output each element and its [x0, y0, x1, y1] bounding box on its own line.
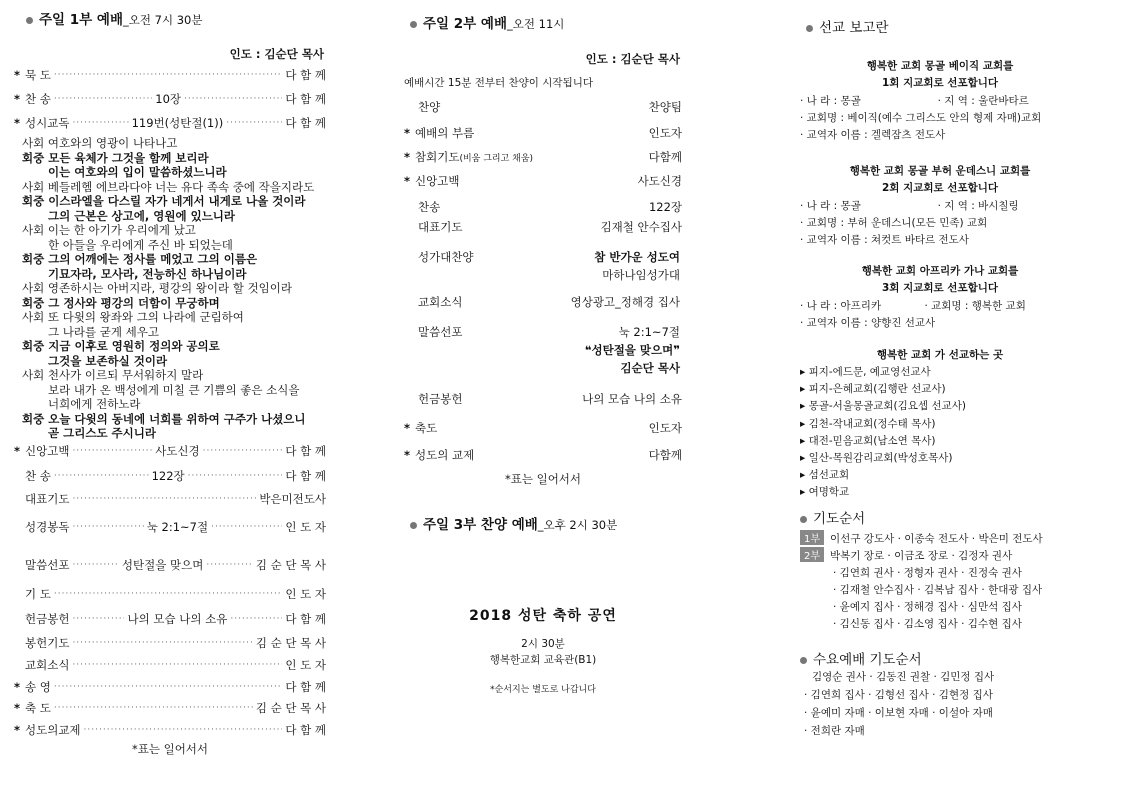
order-label: 대표기도	[418, 220, 463, 234]
arrow-icon: ▸	[800, 417, 809, 430]
news-label: 교회소식	[418, 295, 463, 309]
mission-line: · 교역자 이름 : 쳐컷트 바타르 전도사	[800, 234, 969, 246]
order-row	[404, 419, 682, 437]
mission-head: 행복한 교회 몽골 베이직 교회를	[866, 60, 1014, 72]
bullet-icon	[800, 657, 807, 664]
prayer-title	[800, 507, 865, 527]
mission-head: 행복한 교회 아프리카 가나 교회를	[861, 265, 1019, 277]
litany-line: 회중 모든 육체가 그것을 함께 보리라	[22, 150, 209, 165]
stand-mark: *	[14, 444, 21, 458]
support-name: 피지-은혜교회(김행란 선교사)	[808, 383, 946, 396]
litany-line: 회중 그 정사와 평강의 더함이 무궁하며	[22, 295, 220, 310]
mission-line: · 교회명 : 베이직(예수 그리스도 안의 형제 자매)교회	[800, 112, 1042, 124]
order-row	[14, 442, 326, 460]
support-item	[800, 381, 946, 396]
litany-line: 한 아들을 우리에게 주신 바 되었는데	[48, 237, 233, 252]
order-label-wrap	[404, 447, 474, 463]
order-label: 신앙고백	[415, 174, 460, 188]
litany-line: 사회 베들레헴 에브라다야 너는 유다 족속 중에 작을지라도	[22, 179, 315, 194]
leader-dots	[203, 446, 283, 456]
order-resp: 박은미전도사	[259, 492, 326, 506]
wednesday-title-text: 수요예배 기도순서	[813, 652, 922, 668]
order-row	[14, 634, 326, 652]
litany-line: 사회 이는 한 아기가 우리에게 났고	[22, 223, 196, 237]
litany-line: 이는 여호와의 입이 말씀하셨느니라	[48, 165, 227, 179]
support-head: 행복한 교회 가 선교하는 곳	[876, 349, 1004, 361]
prayer-names: · 김신동 집사 · 김소영 집사 · 김수현 집사	[833, 618, 1022, 630]
order-resp: 인 도 자	[285, 658, 326, 672]
missions-title-text: 선교 보고란	[819, 20, 889, 36]
order-row	[404, 148, 682, 166]
litany-line: 그것을 보존하실 것이라	[48, 353, 168, 368]
order-value: 성탄절을 맞으며	[121, 558, 204, 572]
leader-dots	[54, 70, 282, 80]
order-label: 성도의교제	[25, 723, 81, 737]
support-name: 일산-목원감리교회(박성호목사)	[808, 452, 953, 464]
order-label: 축도	[415, 421, 438, 435]
mission-line: · 나 라 : 몽골 · 지 역 : 바시칠링	[800, 200, 1019, 212]
litany-line: 그의 근본은 상고에, 영원에 있느니라	[48, 208, 236, 223]
order-label: 교회소식	[25, 658, 70, 672]
litany-line: 회중 오늘 다윗의 동네에 너희를 위하여 구주가 나셨으니	[22, 411, 306, 426]
order-row	[404, 98, 682, 116]
support-name: 대전-믿음교회(남소연 목사)	[808, 434, 936, 447]
order-resp: 다 함 께	[285, 469, 327, 483]
mission-line: · 교역자 이름 : 양향진 선교사	[800, 317, 936, 329]
order-value: 눅 2:1~7절	[146, 520, 209, 534]
leader-dots	[72, 638, 252, 648]
leader-dots	[54, 471, 149, 481]
order-label: 참회기도	[415, 150, 460, 164]
order-label: 묵 도	[25, 68, 51, 82]
support-name: 김천-작내교회(정수태 목사)	[808, 417, 936, 430]
service2-footnote: *표는 일어서서	[504, 472, 582, 486]
stand-mark: *	[404, 150, 411, 164]
mission-line: · 교회명 : 부허 운데스니(모든 민족) 교회	[800, 217, 988, 229]
service2-note: 예배시간 15분 전부터 찬양이 시작됩니다	[404, 77, 593, 89]
leader-dots	[54, 589, 282, 599]
support-item	[800, 398, 966, 413]
order-row	[14, 518, 326, 536]
support-name: 피지-에드문, 예교영선교사	[808, 366, 931, 378]
wednesday-names: · 윤예미 자매 · 이보현 자매 · 이설아 자매	[804, 707, 993, 719]
order-resp: 나의 모습 나의 소유	[582, 392, 682, 406]
order-label-note: (비움 그리고 채움)	[459, 154, 534, 164]
support-item	[800, 364, 931, 379]
wednesday-names: · 전희란 자매	[804, 725, 865, 737]
leader-dots	[72, 560, 118, 570]
support-item	[800, 467, 849, 482]
order-value: 사도신경	[155, 444, 200, 458]
bullet-icon	[410, 522, 417, 529]
bullet-icon	[806, 25, 813, 32]
leader-dots	[72, 494, 256, 504]
mission-subhead: 3회 지교회로 선포합니다	[881, 282, 999, 294]
leader-dots	[226, 118, 282, 128]
service1-title	[26, 8, 202, 28]
wednesday-title	[800, 648, 922, 668]
order-row	[404, 172, 682, 190]
choir-label: 성가대찬양	[418, 250, 474, 264]
order-resp: 122장	[648, 200, 682, 214]
order-label-wrap	[404, 149, 533, 165]
order-label-wrap	[404, 173, 459, 189]
order-row	[14, 678, 326, 696]
order-label: 찬 송	[25, 92, 51, 106]
litany-line: 사회 또 다윗의 왕좌와 그의 나라에 군림하여	[22, 310, 244, 324]
litany-line: 회중 그의 어깨에는 정사를 메었고 그의 이름은	[22, 252, 258, 266]
order-label: 성도의 교제	[415, 448, 475, 462]
mission-head: 행복한 교회 몽골 부허 운데스니 교회를	[849, 165, 1031, 177]
bullet-icon	[410, 21, 417, 28]
mission-line: · 교역자 이름 : 겔렉잠츠 전도사	[800, 129, 946, 141]
order-resp: 인도자	[648, 126, 682, 140]
order-resp: 인도자	[648, 421, 682, 435]
leader-dots	[72, 118, 128, 128]
arrow-icon: ▸	[800, 452, 809, 464]
litany-line: 그 나라를 굳게 세우고	[48, 324, 159, 339]
arrow-icon: ▸	[800, 383, 809, 396]
order-label-wrap	[404, 420, 437, 436]
service3-name: 주일 3부 찬양 예배	[423, 517, 538, 533]
order-label: 찬 송	[25, 469, 51, 483]
order-value: 119번(성탄절(1))	[131, 116, 224, 130]
order-row	[14, 90, 326, 108]
leader-dots	[72, 446, 152, 456]
order-label: 성시교독	[25, 116, 70, 130]
order-row	[404, 390, 682, 408]
leader-dots	[206, 560, 252, 570]
order-label: 말씀선포	[25, 558, 70, 572]
sermon-label: 말씀선포	[418, 325, 463, 339]
prayer-names-2: 박복기 장로 · 이금조 장로 · 김정자 권사	[830, 550, 1013, 562]
service2-name: 주일 2부 예배	[423, 16, 507, 32]
litany-line: 회중 이스라엘을 다스릴 자가 네게서 내게로 나올 것이라	[22, 194, 306, 208]
order-label: 기 도	[25, 587, 51, 601]
stand-mark: *	[14, 92, 21, 106]
mission-subhead: 1회 지교회로 선포합니다	[881, 77, 999, 89]
order-resp: 다 함 께	[285, 723, 326, 737]
order-value: 10장	[155, 92, 181, 106]
order-resp: 다함께	[648, 448, 682, 462]
leader-dots	[54, 682, 282, 692]
wednesday-names: · 김연희 집사 · 김형선 집사 · 김현정 집사	[804, 689, 993, 701]
order-label: 송 영	[25, 680, 51, 694]
litany-line: 사회 영존하시는 아버지라, 평강의 왕이라 할 것임이라	[22, 281, 292, 295]
prayer-names: · 윤예지 집사 · 정해경 집사 · 심만석 집사	[833, 601, 1022, 613]
order-label-wrap	[404, 125, 474, 141]
order-label: 예배의 부름	[415, 126, 475, 140]
order-resp: 다함께	[648, 150, 682, 164]
litany-line: 곧 그리스도 주시니라	[48, 426, 156, 440]
event-time: 2시 30분	[521, 638, 565, 650]
news-resp: 영상광고_정해경 집사	[570, 295, 680, 309]
leader-dots	[184, 94, 282, 104]
order-label: 신앙고백	[25, 444, 70, 458]
order-row	[14, 66, 326, 84]
mission-line: · 나 라 : 몽골 · 지 역 : 울란바타르	[800, 95, 1029, 107]
order-row	[14, 490, 326, 508]
service1-leader: 인도 : 김순단 목사	[229, 47, 324, 61]
order-resp: 사도신경	[637, 174, 682, 188]
prayer-names: · 김연희 권사 · 정형자 권사 · 진정숙 권사	[833, 567, 1022, 579]
service1-time: _오전 7시 30분	[123, 13, 203, 27]
stand-mark: *	[404, 126, 411, 140]
bullet-icon	[26, 17, 33, 24]
support-name: 몽골-서울몽골교회(김요셉 선교사)	[808, 400, 966, 413]
tag-1bu: 1부	[800, 530, 824, 545]
order-row	[14, 656, 326, 674]
prayer-line-2	[800, 547, 1012, 563]
stand-mark: *	[14, 723, 21, 737]
service2-leader: 인도 : 김순단 목사	[585, 52, 680, 66]
leader-dots	[72, 660, 282, 670]
order-row	[14, 467, 326, 485]
leader-dots	[72, 614, 124, 624]
order-row	[404, 124, 682, 142]
litany-line: 기묘자라, 모사라, 전능하신 하나님이라	[48, 266, 247, 281]
order-row	[14, 721, 326, 739]
order-label-wrap	[404, 219, 462, 235]
order-label: 봉헌기도	[25, 636, 70, 650]
litany-line: 사회 여호와의 영광이 나타나고	[22, 136, 178, 150]
order-row	[404, 218, 682, 236]
service2-time: _오전 11시	[507, 17, 565, 31]
stand-mark: *	[404, 448, 411, 462]
order-value: 122장	[151, 469, 185, 483]
order-resp: 다 함 께	[285, 612, 327, 626]
order-row	[14, 610, 326, 628]
order-row	[404, 446, 682, 464]
sermon-ref: 눅 2:1~7절	[618, 325, 680, 339]
order-row	[404, 198, 682, 216]
litany-line: 너희에게 전하노라	[48, 397, 141, 411]
order-row	[14, 556, 326, 574]
order-resp: 다 함 께	[285, 680, 326, 694]
bullet-icon	[800, 516, 807, 523]
service3-title	[410, 513, 617, 533]
order-resp: 다 함 께	[285, 92, 327, 106]
prayer-line-1	[800, 530, 1043, 546]
support-item	[800, 433, 936, 448]
order-resp: 다 함 께	[285, 444, 327, 458]
mission-line: · 나 라 : 아프리카 · 교회명 : 행복한 교회	[800, 300, 1026, 312]
sermon-title: ❝성탄절을 맞으며❞	[584, 343, 680, 357]
order-resp: 다 함 께	[285, 68, 326, 82]
sermon-preacher: 김순단 목사	[620, 361, 680, 375]
prayer-names: · 김재철 안수집사 · 김복남 집사 · 한대광 집사	[833, 584, 1043, 596]
leader-dots	[211, 522, 282, 532]
support-name: 섬선교회	[808, 469, 850, 482]
arrow-icon: ▸	[800, 486, 809, 499]
order-row	[14, 699, 326, 717]
arrow-icon: ▸	[800, 434, 809, 447]
service3-time: _오후 2시 30분	[537, 518, 618, 532]
choir-name: 마하나임성가대	[602, 268, 680, 282]
prayer-title-text: 기도순서	[813, 511, 866, 527]
order-value: 나의 모습 나의 소유	[127, 612, 228, 626]
order-row	[14, 114, 326, 132]
wednesday-names: 김영순 권사 · 김동진 권찰 · 김민정 집사	[812, 671, 995, 683]
order-resp: 다 함 께	[285, 116, 327, 130]
event-title: 2018 성탄 축하 공연	[469, 608, 617, 624]
arrow-icon: ▸	[800, 366, 809, 378]
order-label-wrap	[404, 391, 462, 407]
stand-mark: *	[14, 116, 21, 130]
order-resp: 인 도 자	[285, 520, 327, 534]
leader-dots	[54, 703, 253, 713]
litany-line: 회중 지금 이후로 영원히 정의와 공의로	[22, 339, 220, 353]
order-resp: 김 순 단 목 사	[255, 636, 326, 650]
leader-dots	[72, 522, 143, 532]
stand-mark: *	[404, 174, 411, 188]
tag-2bu: 2부	[800, 547, 824, 562]
support-item	[800, 416, 936, 431]
missions-title	[806, 16, 889, 36]
service1-footnote: *표는 일어서서	[131, 742, 209, 756]
order-label-wrap	[404, 99, 440, 115]
support-item	[800, 484, 849, 499]
stand-mark: *	[14, 701, 21, 715]
stand-mark: *	[14, 68, 21, 82]
litany-line: 보라 내가 온 백성에게 미칠 큰 기쁨의 좋은 소식을	[48, 382, 300, 397]
order-resp: 찬양팀	[648, 100, 682, 114]
prayer-names-1: 이선구 강도사 · 이종숙 전도사 · 박은미 전도사	[830, 533, 1043, 545]
support-item	[800, 450, 952, 465]
stand-mark: *	[404, 421, 411, 435]
order-label: 찬양	[418, 100, 441, 114]
mission-subhead: 2회 지교회로 선포합니다	[881, 182, 999, 194]
support-name: 여명학교	[808, 486, 850, 499]
arrow-icon: ▸	[800, 469, 809, 482]
order-row	[14, 585, 326, 603]
leader-dots	[188, 471, 283, 481]
choir-song: 참 반가운 성도여	[594, 250, 680, 264]
litany-line: 사회 천사가 이르되 무서워하지 말라	[22, 368, 204, 382]
order-label: 대표기도	[25, 492, 70, 506]
leader-dots	[84, 725, 283, 735]
order-label: 찬송	[418, 200, 441, 214]
order-resp: 인 도 자	[285, 587, 326, 601]
order-label-wrap	[404, 199, 440, 215]
order-label: 축 도	[25, 701, 51, 715]
event-note: *순서지는 별도로 나갑니다	[490, 685, 596, 695]
leader-dots	[54, 94, 152, 104]
order-label: 헌금봉헌	[25, 612, 70, 626]
service2-title	[410, 12, 564, 32]
order-resp: 김 순 단 목 사	[255, 701, 326, 715]
order-label: 성경봉독	[25, 520, 70, 534]
service1-name: 주일 1부 예배	[39, 12, 123, 28]
order-label: 헌금봉헌	[418, 392, 463, 406]
stand-mark: *	[14, 680, 21, 694]
arrow-icon: ▸	[800, 400, 809, 413]
order-resp: 김 순 단 목 사	[255, 558, 326, 572]
leader-dots	[230, 614, 282, 624]
event-place: 행복한교회 교육관(B1)	[489, 654, 597, 666]
order-resp: 김재철 안수집사	[600, 220, 682, 234]
